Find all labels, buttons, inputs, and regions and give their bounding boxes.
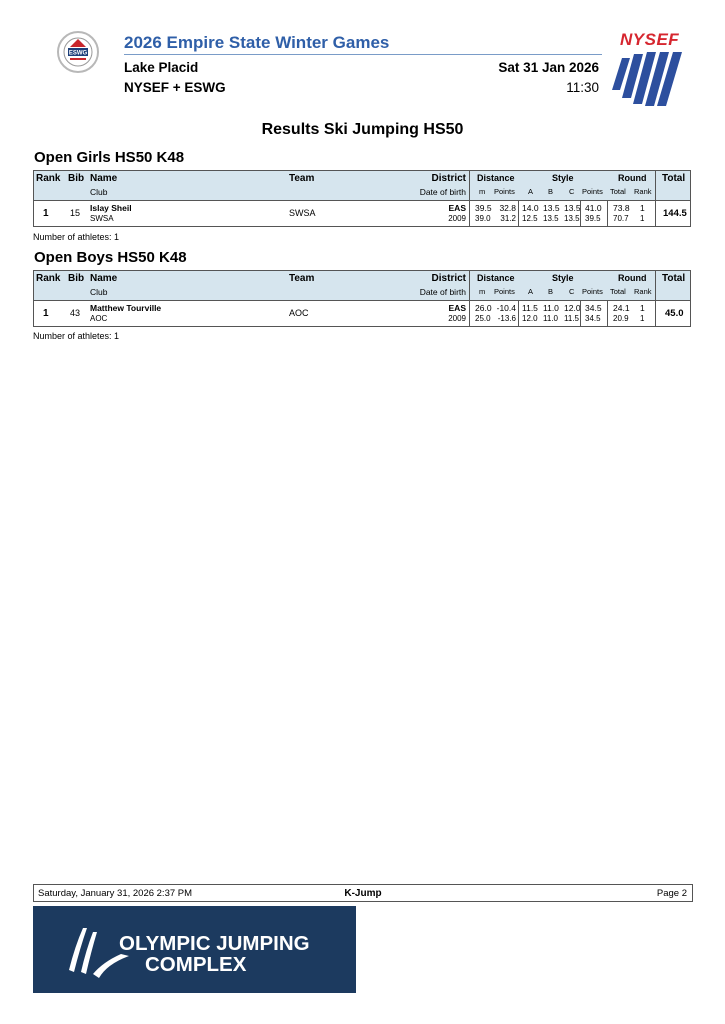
col-b: B <box>548 187 554 196</box>
eswg-logo <box>56 30 100 74</box>
col-a: A <box>528 187 534 196</box>
round1-style-points: 34.5 <box>585 303 602 313</box>
col-m: m <box>479 287 486 296</box>
round1-b: 13.5 <box>543 203 560 213</box>
round2-style-points: 34.5 <box>585 314 601 323</box>
round2-a: 12.5 <box>522 214 538 223</box>
round2-style-points: 39.5 <box>585 214 601 223</box>
event-date: Sat 31 Jan 2026 <box>498 60 599 75</box>
round1-b: 11.0 <box>543 303 559 313</box>
event-time: 11:30 <box>566 80 599 95</box>
round2-m: 39.0 <box>475 214 491 223</box>
round2-a: 12.0 <box>522 314 538 323</box>
col-total: Total <box>662 173 686 184</box>
banner-line-2: COMPLEX <box>145 953 247 976</box>
col-points: Points <box>494 187 515 196</box>
title-divider <box>124 54 602 55</box>
round2-c: 11.5 <box>564 314 579 323</box>
ski-jump-logo-icon <box>33 906 356 993</box>
athlete-name: Matthew Tourville <box>90 303 162 313</box>
athlete-club: SWSA <box>90 214 114 223</box>
nysef-logo <box>606 30 692 108</box>
athlete-bib: 15 <box>70 208 81 218</box>
venue: Lake Placid <box>124 60 199 75</box>
athlete-rank: 1 <box>43 208 49 219</box>
round2-total: 70.7 <box>613 214 629 223</box>
round2-b: 13.5 <box>543 214 559 223</box>
athlete-birth-year: 2009 <box>448 314 466 323</box>
col-style: Style <box>552 173 574 183</box>
round2-b: 11.0 <box>543 314 558 323</box>
round1-distance-points: 32.8 <box>499 203 516 213</box>
col-team: Team <box>289 173 315 184</box>
athlete-club: AOC <box>90 314 108 323</box>
col-round-total: Total <box>610 187 626 196</box>
athlete-district: EAS <box>448 203 466 213</box>
athletes-count: Number of athletes: 1 <box>33 232 120 242</box>
round1-m: 39.5 <box>475 203 492 213</box>
round1-total: 24.1 <box>613 303 630 313</box>
col-round-rank: Rank <box>634 187 652 196</box>
round2-m: 25.0 <box>475 314 491 323</box>
col-round: Round <box>618 273 647 283</box>
col-club: Club <box>90 187 108 197</box>
eswg-logo-text: ESWG <box>68 50 88 57</box>
col-date-of-birth: Date of birth <box>419 287 466 297</box>
results-table <box>33 170 691 227</box>
col-style: Style <box>552 273 574 283</box>
col-club: Club <box>90 287 108 297</box>
athlete-district: EAS <box>448 303 466 313</box>
round2-rank: 1 <box>640 314 645 323</box>
round1-total: 73.8 <box>613 203 630 213</box>
table-row <box>34 201 690 226</box>
round1-a: 11.5 <box>522 303 538 313</box>
results-table <box>33 270 691 327</box>
section-title: Open Girls HS50 K48 <box>34 149 185 166</box>
col-style-points: Points <box>582 187 603 196</box>
col-name: Name <box>90 173 118 184</box>
col-round: Round <box>618 173 647 183</box>
round1-m: 26.0 <box>475 303 492 313</box>
col-rank: Rank <box>36 273 61 284</box>
round1-rank: 1 <box>640 203 645 213</box>
col-a: A <box>528 287 534 296</box>
col-rank: Rank <box>36 173 61 184</box>
organizers: NYSEF + ESWG <box>124 80 226 95</box>
athlete-bib: 43 <box>70 308 81 318</box>
section-title: Open Boys HS50 K48 <box>34 249 187 266</box>
round2-distance-points: 31.2 <box>500 214 516 223</box>
athlete-birth-year: 2009 <box>448 214 466 223</box>
round1-a: 14.0 <box>522 203 539 213</box>
nysef-logo-text: NYSEF <box>620 30 680 49</box>
round1-distance-points: -10.4 <box>496 303 516 313</box>
athlete-total: 45.0 <box>665 308 684 319</box>
footer-bar <box>33 884 693 902</box>
col-team: Team <box>289 273 315 284</box>
col-total: Total <box>662 273 686 284</box>
table-header <box>34 271 690 301</box>
col-round-rank: Rank <box>634 287 652 296</box>
athlete-name: Islay Sheil <box>90 203 132 213</box>
olympic-jumping-complex-banner <box>33 906 356 993</box>
round2-distance-points: -13.6 <box>497 314 516 323</box>
round2-total: 20.9 <box>613 314 629 323</box>
col-c: C <box>569 187 575 196</box>
col-b: B <box>548 287 554 296</box>
round1-rank: 1 <box>640 303 645 313</box>
footer-software: K-Jump <box>344 888 382 899</box>
col-bib: Bib <box>68 273 85 284</box>
round2-rank: 1 <box>640 214 645 223</box>
table-header <box>34 171 690 201</box>
page-heading: Results Ski Jumping HS50 <box>261 121 464 138</box>
col-bib: Bib <box>68 173 85 184</box>
event-title: 2026 Empire State Winter Games <box>124 33 390 52</box>
col-points: Points <box>494 287 515 296</box>
athletes-count: Number of athletes: 1 <box>33 331 120 341</box>
col-district: District <box>431 273 466 284</box>
banner-line-1: OLYMPIC JUMPING <box>119 932 310 955</box>
footer-page-number: Page 2 <box>656 888 687 899</box>
col-round-total: Total <box>610 287 626 296</box>
col-m: m <box>479 187 486 196</box>
col-style-points: Points <box>582 287 603 296</box>
round1-c: 13.5 <box>564 203 581 213</box>
footer-timestamp: Saturday, January 31, 2026 2:37 PM <box>38 888 193 899</box>
athlete-team: AOC <box>289 308 309 318</box>
athlete-team: SWSA <box>289 208 316 218</box>
col-name: Name <box>90 273 118 284</box>
round1-style-points: 41.0 <box>585 203 602 213</box>
athlete-total: 144.5 <box>663 208 687 219</box>
table-row <box>34 301 690 326</box>
col-date-of-birth: Date of birth <box>419 187 466 197</box>
round2-c: 13.5 <box>564 214 580 223</box>
col-c: C <box>569 287 575 296</box>
col-distance: Distance <box>477 173 515 183</box>
athlete-rank: 1 <box>43 308 49 319</box>
col-distance: Distance <box>477 273 515 283</box>
round1-c: 12.0 <box>564 303 581 313</box>
col-district: District <box>431 173 466 184</box>
